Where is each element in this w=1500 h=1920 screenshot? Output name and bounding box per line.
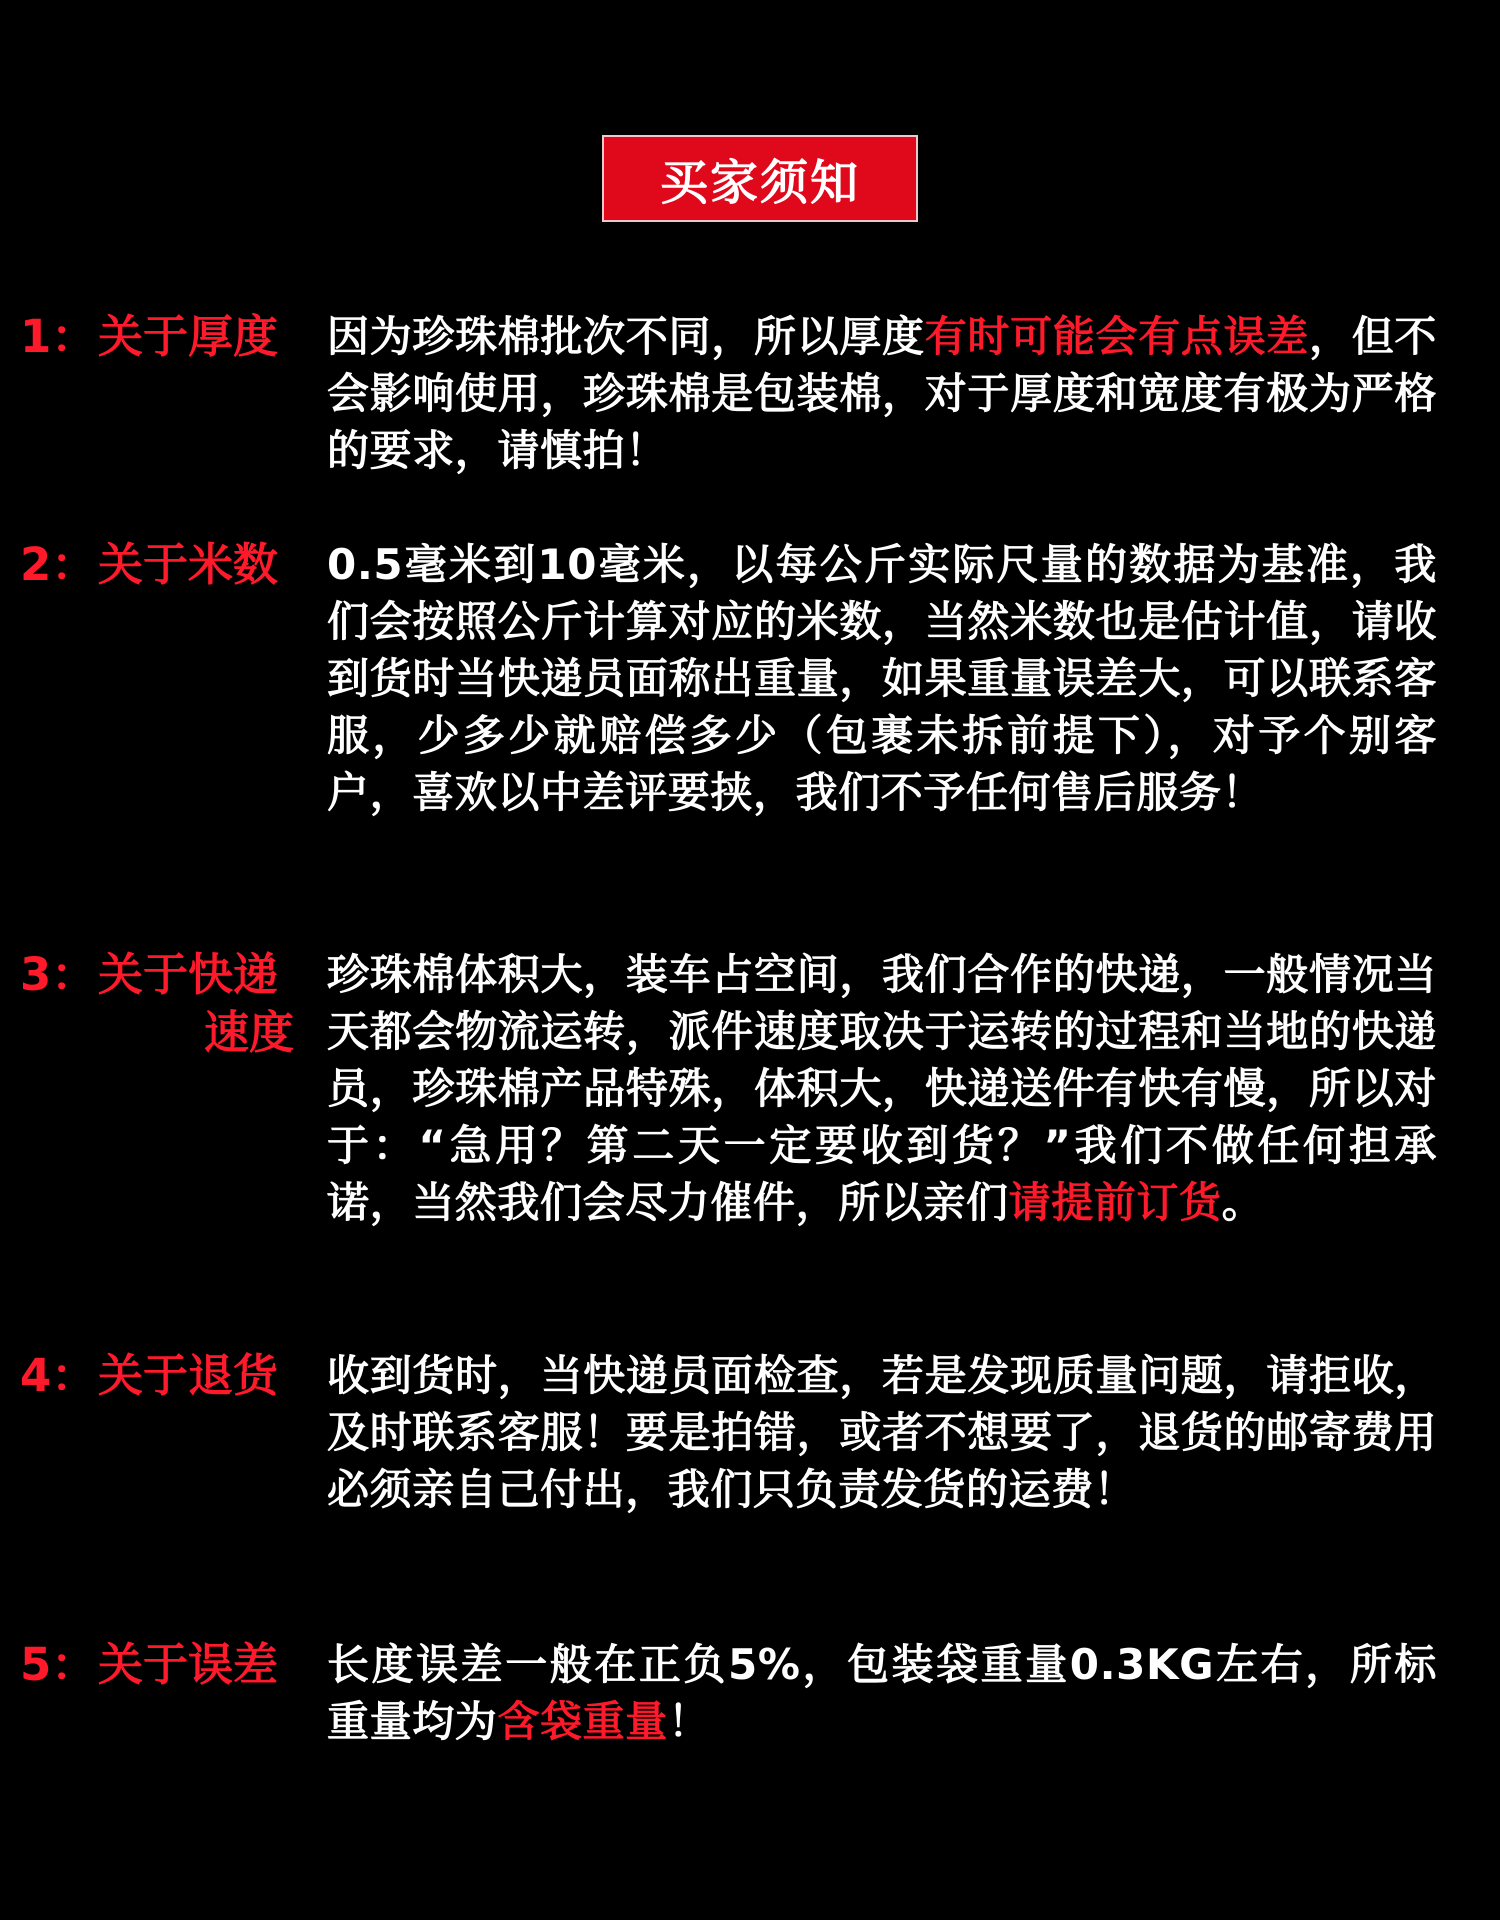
- section-title: 关于误差: [98, 1638, 279, 1691]
- highlight-text: 请提前订货: [1008, 1178, 1222, 1227]
- section-number: 2：: [20, 538, 97, 591]
- body-text-part: 因为珍珠棉批次不同，所以厚度: [327, 312, 925, 361]
- section-number: 5：: [20, 1638, 97, 1691]
- body-text-part: ！: [667, 1697, 711, 1746]
- body-text-part: ，但不会影响使用，珍珠棉是包装棉，对于厚度和宽度有极为严格的要求，请慎拍！: [327, 312, 1437, 475]
- body-text-part: 珍珠棉体积大，装车占空间，我们合作的快递，一般情况当天都会物流运转，派件速度取决于运转的过程和当地的快递员，珍珠棉产品特殊，体积大，快递送件有快有慢，所以对于：“急用？第二天一定要收到货？”我们不做任何担承诺，当然我们会尽力催件，所以亲们: [327, 950, 1437, 1227]
- section-body: [327, 1636, 1437, 1750]
- section-body: [327, 536, 1437, 821]
- highlight-text: 含袋重量: [497, 1697, 668, 1746]
- highlight-text: 有时可能会有点误差: [924, 312, 1309, 361]
- section-label: [20, 1347, 294, 1405]
- section-label: [20, 536, 294, 594]
- section-label: [20, 946, 294, 1062]
- page-title: 买家须知: [659, 155, 860, 211]
- section-body: [327, 1347, 1437, 1518]
- section-number: 3：: [20, 948, 97, 1001]
- section-title: 关于米数: [98, 538, 279, 591]
- body-text-part: 收到货时，当快递员面检查，若是发现质量问题，请拒收，及时联系客服！要是拍错，或者不想要了，退货的邮寄费用必须亲自己付出，我们只负责发货的运费！: [327, 1351, 1437, 1514]
- section-title: 关于快递: [98, 948, 279, 1001]
- section-title: 关于厚度: [98, 310, 279, 363]
- section-title-continued: 速度: [203, 1006, 294, 1059]
- section-number: 4：: [20, 1349, 97, 1402]
- section-label: [20, 308, 294, 366]
- section-label: [20, 1636, 294, 1694]
- section-number: 1：: [20, 310, 97, 363]
- section-body: [327, 308, 1437, 479]
- body-text-part: 0.5毫米到10毫米，以每公斤实际尺量的数据为基准，我们会按照公斤计算对应的米数，当然米数也是估计值，请收到货时当快递员面称出重量，如果重量误差大，可以联系客服，少多少就赔偿多少（包裹未拆前提下），对予个别客户，喜欢以中差评要挟，我们不予任何售后服务！: [327, 540, 1437, 817]
- body-text-part: 长度误差一般在正负5%，包装袋重量0.3KG左右，所标重量均为: [327, 1640, 1437, 1746]
- body-text-part: 。: [1221, 1178, 1265, 1227]
- section-title: 关于退货: [98, 1349, 279, 1402]
- notice-title-banner: [602, 135, 918, 222]
- section-body: [327, 946, 1437, 1231]
